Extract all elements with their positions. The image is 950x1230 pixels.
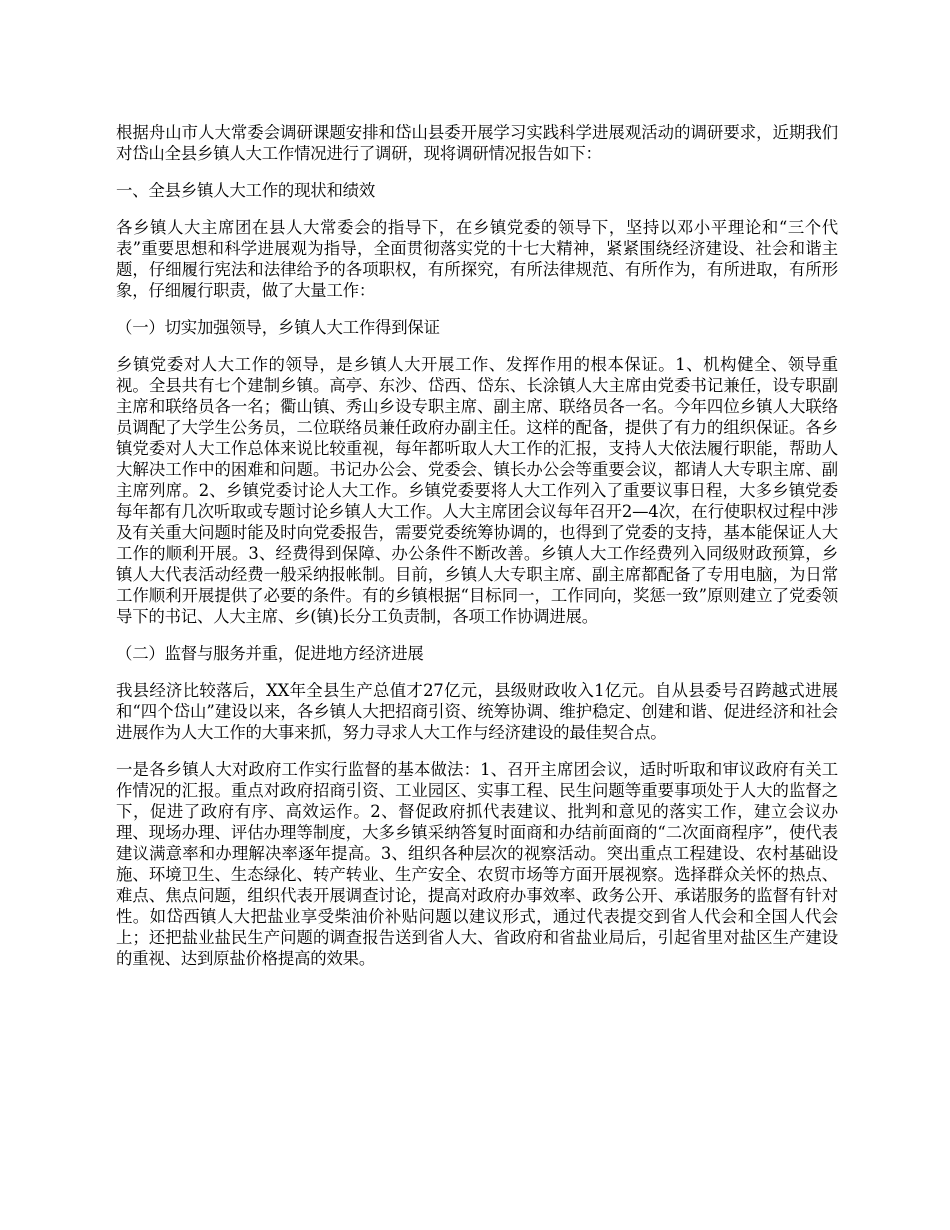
section-heading-1: 一、全县乡镇人大工作的现状和绩效 — [116, 181, 376, 200]
subsection-2-paragraph: 我县经济比较落后，XX年全县生产总值才27亿元，县级财政收入1亿元。自从县委号召跨越式进展和“四个岱山”建设以来，各乡镇人大把招商引资、统筹协调、维护稳定、创建和谐、促进经济和社会进展作为人大工作的大事来抓，努力寻求人大工作与经济建设的最佳契合点。 — [116, 681, 838, 742]
subsection-heading-2: （二）监督与服务并重，促进地方经济进展 — [116, 644, 424, 663]
intro-paragraph: 根据舟山市人大常委会调研课题安排和岱山县委开展学习实践科学进展观活动的调研要求，近期我们对岱山全县乡镇人大工作情况进行了调研，现将调研情况报告如下： — [116, 123, 838, 163]
subsection-heading-1: （一）切实加强领导，乡镇人大工作得到保证 — [116, 318, 440, 337]
section-1-paragraph: 各乡镇人大主席团在县人大常委会的指导下，在乡镇党委的领导下，坚持以邓小平理论和“三个代表”重要思想和科学进展观为指导，全面贯彻落实党的十七大精神，紧紧围绕经济建设、社会和谐主题，仔细履行宪法和法律给予的各项职权，有所探究，有所法律规范、有所作为，有所进取，有所形象，仔细履行职责，做了大量工作： — [116, 218, 838, 300]
subsection-1-paragraph: 乡镇党委对人大工作的领导，是乡镇人大开展工作、发挥作用的根本保证。1、机构健全、领导重视。全县共有七个建制乡镇。高亭、东沙、岱西、岱东、长涂镇人大主席由党委书记兼任，设专职副主席和联络员各一名；衢山镇、秀山乡设专职主席、副主席、联络员各一名。今年四位乡镇人大联络员调配了大学生公务员，二位联络员兼任政府办副主任。这样的配备，提供了有力的组织保证。各乡镇党委对人大工作总体来说比较重视，每年都听取人大工作的汇报，支持人大依法履行职能，帮助人大解决工作中的困难和问题。书记办公会、党委会、镇长办公会等重要会议，都请人大专职主席、副主席列席。2、乡镇党委讨论人大工作。乡镇党委要将人大工作列入了重要议事日程，大多乡镇党委每年都有几次听取或专题讨论乡镇人大工作。人大主席团会议每年召开2—4次，在行使职权过程中涉及有关重大问题时能及时向党委报告，需要党委统筹协调的，也得到了党委的支持，基本能保证人大工作的顺利开展。3、经费得到保障、办公条件不断改善。乡镇人大工作经费列入同级财政预算，乡镇人大代表活动经费一般采纳报帐制。目前，乡镇人大专职主席、副主席都配备了专用电脑，为日常工作顺利开展提供了必要的条件。有的乡镇根据“目标同一，工作同向，奖惩一致”原则建立了党委领导下的书记、人大主席、乡(镇)长分工负责制，各项工作协调进展。 — [116, 355, 838, 626]
document-page — [116, 122, 838, 985]
subsection-2-point-1-paragraph: 一是各乡镇人大对政府工作实行监督的基本做法：1、召开主席团会议，适时听取和审议政府有关工作情况的汇报。重点对政府招商引资、工业园区、实事工程、民生问题等重要事项处于人大的监督之下，促进了政府有序、高效运作。2、督促政府抓代表建议、批判和意见的落实工作，建立会议办理、现场办理、评估办理等制度，大多乡镇采纳答复时面商和办结前面商的“二次面商程序”，使代表建议满意率和办理解决率逐年提高。3、组织各种层次的视察活动。突出重点工程建设、农村基础设施、环境卫生、生态绿化、转产转业、生产安全、农贸市场等方面开展视察。选择群众关怀的热点、难点、焦点问题，组织代表开展调查讨论，提高对政府办事效率、政务公开、承诺服务的监督有针对性。如岱西镇人大把盐业享受柴油价补贴问题以建议形式，通过代表提交到省人代会和全国人代会上；还把盐业盐民生产问题的调查报告送到省人大、省政府和省盐业局后，引起省里对盐区生产建设的重视、达到原盐价格提高的效果。 — [116, 760, 838, 968]
